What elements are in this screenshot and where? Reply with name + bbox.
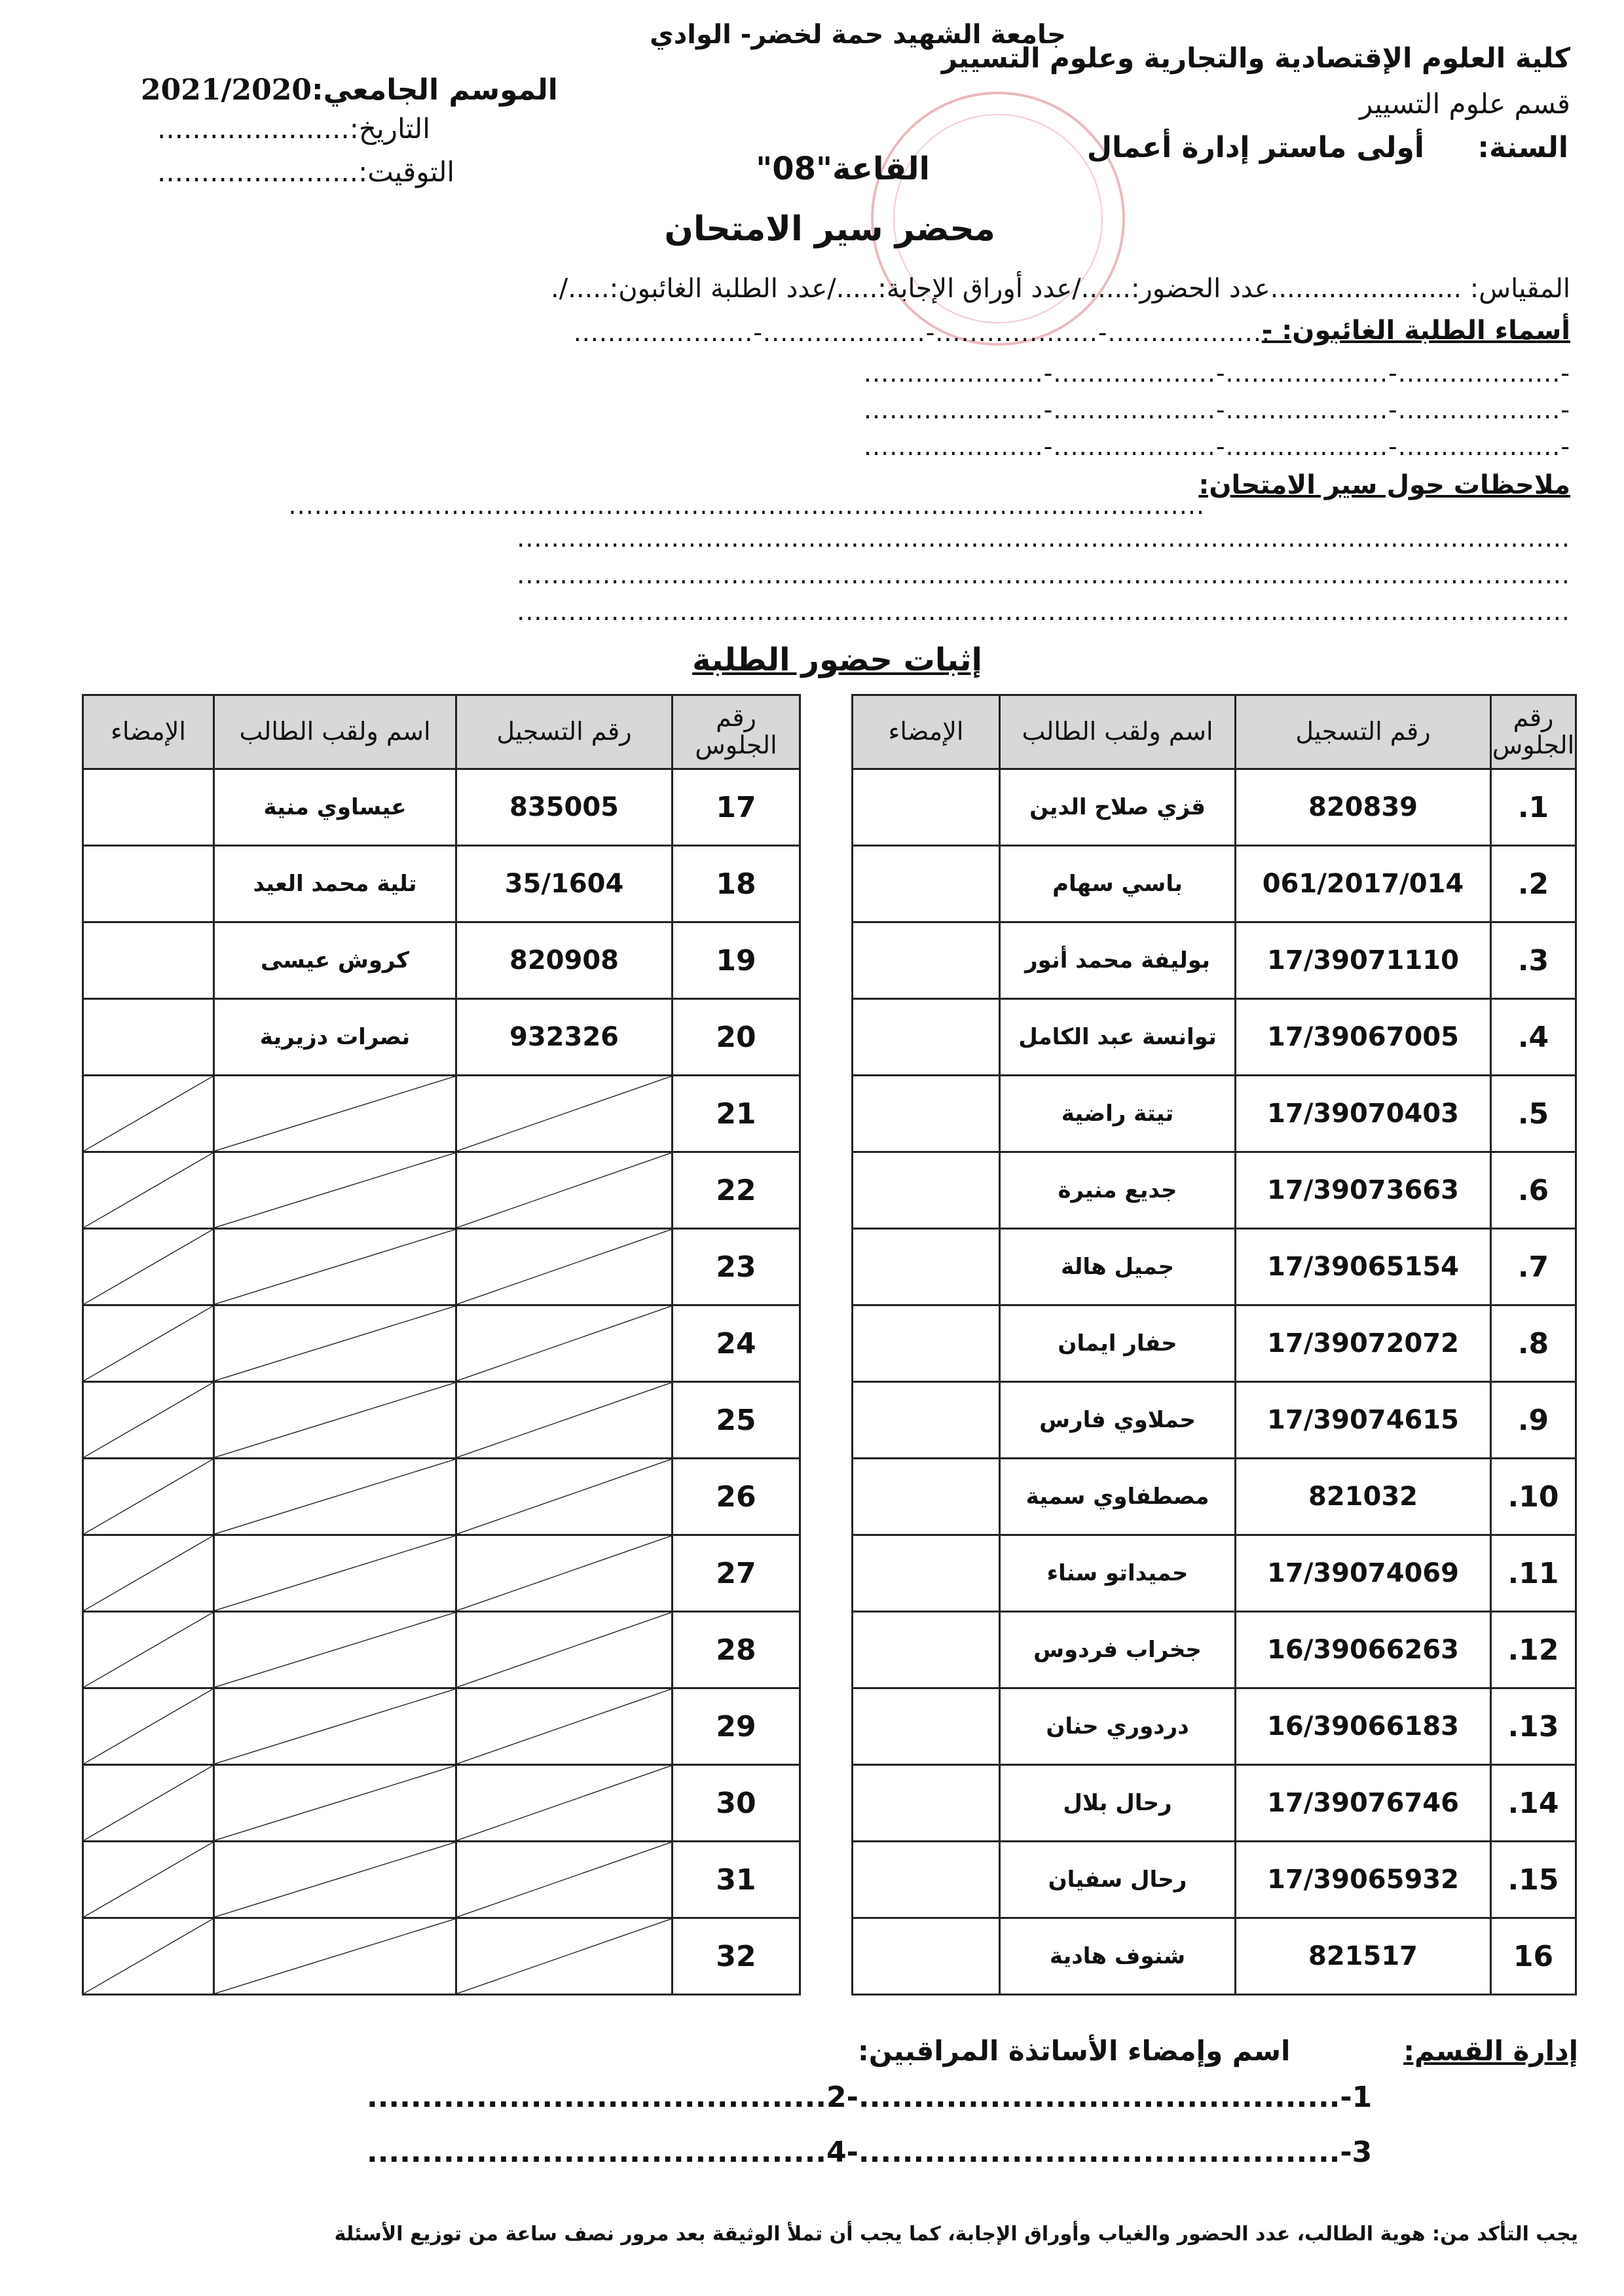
signature-cell — [853, 1382, 1000, 1459]
table-row — [853, 1765, 1576, 1842]
table-row — [83, 1382, 800, 1459]
student-name: كروش عيسى — [214, 922, 456, 999]
table-row — [83, 1229, 800, 1305]
seat-number: 15. — [1491, 1842, 1576, 1918]
crossed-out-cell — [83, 1612, 214, 1688]
student-name: تلية محمد العيد — [214, 846, 456, 922]
time-field — [157, 156, 454, 188]
crossed-out-cell — [456, 1459, 673, 1535]
crossed-out-cell — [456, 1229, 673, 1305]
registration-number: 17/39065932 — [1236, 1842, 1491, 1918]
season-value: 2021/2020 — [141, 73, 312, 107]
registration-number: 17/39074069 — [1236, 1535, 1491, 1612]
signature-cell — [83, 846, 214, 922]
student-name: حميداتو سناء — [1000, 1535, 1236, 1612]
table-header-row — [853, 695, 1576, 769]
notes-line-3: ........................................................................................................................... — [517, 560, 1570, 589]
student-name: نصرات دزيرية — [214, 999, 456, 1076]
invigilators-label: اسم وإمضاء الأساتذة المراقبين: — [858, 2035, 1291, 2067]
table-header-row — [83, 695, 800, 769]
document-title: محضر سير الامتحان — [664, 210, 995, 249]
seat-number: 9. — [1491, 1382, 1576, 1459]
signature-cell — [853, 1229, 1000, 1305]
season-label: الموسم الجامعي: — [312, 73, 558, 107]
col-name: اسم ولقب الطالب — [1000, 695, 1236, 769]
registration-number: 16/39066263 — [1236, 1612, 1491, 1688]
table-row — [853, 1688, 1576, 1765]
crossed-out-cell — [214, 1076, 456, 1152]
crossed-out-cell — [83, 1688, 214, 1765]
seat-number: 27 — [673, 1535, 800, 1612]
registration-number: 820908 — [456, 922, 673, 999]
seat-number: 16 — [1491, 1918, 1576, 1995]
table-row — [853, 1612, 1576, 1688]
university-name: جامعة الشهيد حمة لخضر- الوادي — [650, 20, 1066, 50]
crossed-out-cell — [456, 1076, 673, 1152]
seat-number: 21 — [673, 1076, 800, 1152]
registration-number: 17/39071110 — [1236, 922, 1491, 999]
registration-number: 932326 — [456, 999, 673, 1076]
table-row — [853, 1382, 1576, 1459]
crossed-out-cell — [456, 1382, 673, 1459]
seat-number: 1. — [1491, 769, 1576, 846]
registration-number: 17/39076746 — [1236, 1765, 1491, 1842]
crossed-out-cell — [214, 1152, 456, 1229]
signature-cell — [853, 999, 1000, 1076]
student-name: حملاوي فارس — [1000, 1382, 1236, 1459]
seat-number: 31 — [673, 1842, 800, 1918]
room-number: القاعة"08" — [756, 151, 930, 187]
registration-number: 821032 — [1236, 1459, 1491, 1535]
seat-number: 24 — [673, 1305, 800, 1382]
faculty-name: كلية العلوم الإقتصادية والتجارية وعلوم التسيير — [941, 42, 1570, 74]
seat-number: 32 — [673, 1918, 800, 1995]
student-name: تيتة راضية — [1000, 1076, 1236, 1152]
seat-number: 22 — [673, 1152, 800, 1229]
attendance-body-right — [853, 769, 1576, 1995]
seat-number: 6. — [1491, 1152, 1576, 1229]
student-name: مصطفاوي سمية — [1000, 1459, 1236, 1535]
invigilator-signature-line-2: 3-............................................-4.......................................... — [367, 2136, 1373, 2169]
notes-label: ملاحظات حول سير الامتحان: — [1198, 470, 1570, 500]
registration-number: 17/39074615 — [1236, 1382, 1491, 1459]
seat-number: 5. — [1491, 1076, 1576, 1152]
table-row — [83, 1918, 800, 1995]
col-signature: الإمضاء — [853, 695, 1000, 769]
student-name: رحال سفيان — [1000, 1842, 1236, 1918]
crossed-out-cell — [83, 1305, 214, 1382]
signature-cell — [853, 1765, 1000, 1842]
crossed-out-cell — [214, 1765, 456, 1842]
time-value: ....................... — [157, 156, 359, 188]
crossed-out-cell — [456, 1765, 673, 1842]
col-registration: رقم التسجيل — [1236, 695, 1491, 769]
registration-number: 16/39066183 — [1236, 1688, 1491, 1765]
signature-cell — [83, 999, 214, 1076]
seat-number: 25 — [673, 1382, 800, 1459]
crossed-out-cell — [456, 1612, 673, 1688]
table-row — [853, 769, 1576, 846]
absent-line-2: -...................-...................-...................-..................... — [863, 359, 1570, 388]
crossed-out-cell — [214, 1382, 456, 1459]
footer-note: يجب التأكد من: هوية الطالب، عدد الحضور والغياب وأوراق الإجابة، كما يجب أن تملأ الوثيقة بعد مرور نصف ساعة من توزيع الأسئلة — [334, 2223, 1578, 2246]
registration-number: 061/2017/014 — [1236, 846, 1491, 922]
seat-number: 12. — [1491, 1612, 1576, 1688]
table-row — [83, 1459, 800, 1535]
seat-number: 10. — [1491, 1459, 1576, 1535]
attendance-body-left — [83, 769, 800, 1995]
table-row — [83, 846, 800, 922]
student-name: توانسة عبد الكامل — [1000, 999, 1236, 1076]
table-row — [853, 922, 1576, 999]
attendance-title: إثبات حضور الطلبة — [692, 642, 982, 678]
notes-line-1: ........................................................................................................... — [288, 491, 1205, 520]
date-label: التاريخ: — [349, 113, 430, 145]
signature-cell — [83, 922, 214, 999]
seat-number: 18 — [673, 846, 800, 922]
col-seat: رقم الجلوس — [1491, 695, 1576, 769]
signature-cell — [853, 1152, 1000, 1229]
table-row — [853, 1918, 1576, 1995]
absent-line-3: -...................-...................-...................-..................... — [863, 395, 1570, 424]
seat-number: 28 — [673, 1612, 800, 1688]
signature-cell — [853, 1305, 1000, 1382]
signature-cell — [853, 1535, 1000, 1612]
invigilator-signature-line-1: 1-............................................-2.......................................... — [367, 2081, 1373, 2114]
signature-cell — [853, 922, 1000, 999]
signature-cell — [853, 1612, 1000, 1688]
crossed-out-cell — [214, 1842, 456, 1918]
signature-cell — [83, 769, 214, 846]
registration-number: 17/39073663 — [1236, 1152, 1491, 1229]
signature-cell — [853, 846, 1000, 922]
signature-cell — [853, 1076, 1000, 1152]
table-row — [83, 1842, 800, 1918]
col-registration: رقم التسجيل — [456, 695, 673, 769]
date-field — [157, 113, 430, 145]
table-row — [853, 999, 1576, 1076]
table-row — [83, 1305, 800, 1382]
table-row — [853, 1459, 1576, 1535]
crossed-out-cell — [214, 1688, 456, 1765]
attendance-table-right — [851, 694, 1577, 1995]
registration-number: 821517 — [1236, 1918, 1491, 1995]
crossed-out-cell — [83, 1229, 214, 1305]
student-name: جديع منيرة — [1000, 1152, 1236, 1229]
notes-line-4: ........................................................................................................................... — [517, 597, 1570, 626]
absent-label: أسماء الطلبة الغائبون: - — [1261, 316, 1570, 346]
seat-number: 26 — [673, 1459, 800, 1535]
seat-number: 30 — [673, 1765, 800, 1842]
crossed-out-cell — [456, 1918, 673, 1995]
crossed-out-cell — [83, 1535, 214, 1612]
table-row — [83, 922, 800, 999]
date-value: ...................... — [157, 113, 350, 145]
crossed-out-cell — [214, 1305, 456, 1382]
table-row — [853, 1535, 1576, 1612]
crossed-out-cell — [83, 1076, 214, 1152]
table-row — [853, 1152, 1576, 1229]
student-name: شنوف هادية — [1000, 1918, 1236, 1995]
crossed-out-cell — [83, 1382, 214, 1459]
table-row — [83, 999, 800, 1076]
year-value: أولى ماستر إدارة أعمال — [1086, 131, 1424, 164]
department-admin-label: إدارة القسم: — [1403, 2035, 1578, 2067]
table-row — [83, 1688, 800, 1765]
seat-number: 11. — [1491, 1535, 1576, 1612]
absent-line-4: -...................-...................-...................-..................... — [863, 432, 1570, 461]
seat-number: 20 — [673, 999, 800, 1076]
seat-number: 14. — [1491, 1765, 1576, 1842]
table-row — [83, 1612, 800, 1688]
crossed-out-cell — [83, 1765, 214, 1842]
student-name: حفار ايمان — [1000, 1305, 1236, 1382]
seat-number: 23 — [673, 1229, 800, 1305]
seat-number: 17 — [673, 769, 800, 846]
col-name: اسم ولقب الطالب — [214, 695, 456, 769]
col-signature: الإمضاء — [83, 695, 214, 769]
student-name: دردوري حنان — [1000, 1688, 1236, 1765]
seat-number: 2. — [1491, 846, 1576, 922]
registration-number: 17/39072072 — [1236, 1305, 1491, 1382]
notes-line-2: ........................................................................................................................... — [517, 524, 1570, 553]
table-row — [83, 1076, 800, 1152]
signature-cell — [853, 1918, 1000, 1995]
seat-number: 7. — [1491, 1229, 1576, 1305]
crossed-out-cell — [214, 1612, 456, 1688]
table-row — [853, 1842, 1576, 1918]
table-row — [853, 1229, 1576, 1305]
crossed-out-cell — [456, 1842, 673, 1918]
signature-cell — [853, 1842, 1000, 1918]
student-name: رحال بلال — [1000, 1765, 1236, 1842]
student-name: عيساوي منية — [214, 769, 456, 846]
signature-cell — [853, 1459, 1000, 1535]
crossed-out-cell — [456, 1152, 673, 1229]
signature-cell — [853, 1688, 1000, 1765]
time-label: التوقيت: — [358, 156, 455, 188]
crossed-out-cell — [214, 1459, 456, 1535]
attendance-table-left — [82, 694, 801, 1995]
table-row — [83, 769, 800, 846]
table-row — [83, 1535, 800, 1612]
crossed-out-cell — [214, 1918, 456, 1995]
crossed-out-cell — [456, 1305, 673, 1382]
crossed-out-cell — [456, 1535, 673, 1612]
table-row — [83, 1765, 800, 1842]
crossed-out-cell — [456, 1688, 673, 1765]
seat-number: 3. — [1491, 922, 1576, 999]
seat-number: 8. — [1491, 1305, 1576, 1382]
student-name: باسي سهام — [1000, 846, 1236, 922]
seat-number: 29 — [673, 1688, 800, 1765]
seat-number: 13. — [1491, 1688, 1576, 1765]
registration-number: 17/39067005 — [1236, 999, 1491, 1076]
department-name: قسم علوم التسيير — [1359, 88, 1570, 120]
crossed-out-cell — [214, 1229, 456, 1305]
registration-number: 17/39065154 — [1236, 1229, 1491, 1305]
registration-number: 835005 — [456, 769, 673, 846]
seat-number: 19 — [673, 922, 800, 999]
table-row — [853, 1076, 1576, 1152]
year-label: السنة: — [1477, 131, 1568, 164]
signature-cell — [853, 769, 1000, 846]
registration-number: 35/1604 — [456, 846, 673, 922]
crossed-out-cell — [83, 1842, 214, 1918]
academic-season — [141, 73, 558, 107]
table-row — [853, 1305, 1576, 1382]
student-name: قزي صلاح الدين — [1000, 769, 1236, 846]
student-name: بوليفة محمد أنور — [1000, 922, 1236, 999]
subject-line: المقياس: .......................عدد الحضور:....../عدد أوراق الإجابة:...../عدد الطلبة الغائبون:...../. — [551, 274, 1570, 304]
student-name: جميل هالة — [1000, 1229, 1236, 1305]
table-row — [83, 1152, 800, 1229]
registration-number: 820839 — [1236, 769, 1491, 846]
registration-number: 17/39070403 — [1236, 1076, 1491, 1152]
col-seat: رقم الجلوس — [673, 695, 800, 769]
seat-number: 4. — [1491, 999, 1576, 1076]
crossed-out-cell — [83, 1152, 214, 1229]
student-name: جخراب فردوس — [1000, 1612, 1236, 1688]
crossed-out-cell — [214, 1535, 456, 1612]
crossed-out-cell — [83, 1459, 214, 1535]
table-row — [853, 846, 1576, 922]
absent-line-1: ...................-...................-...................-..................... — [573, 318, 1270, 347]
crossed-out-cell — [83, 1918, 214, 1995]
